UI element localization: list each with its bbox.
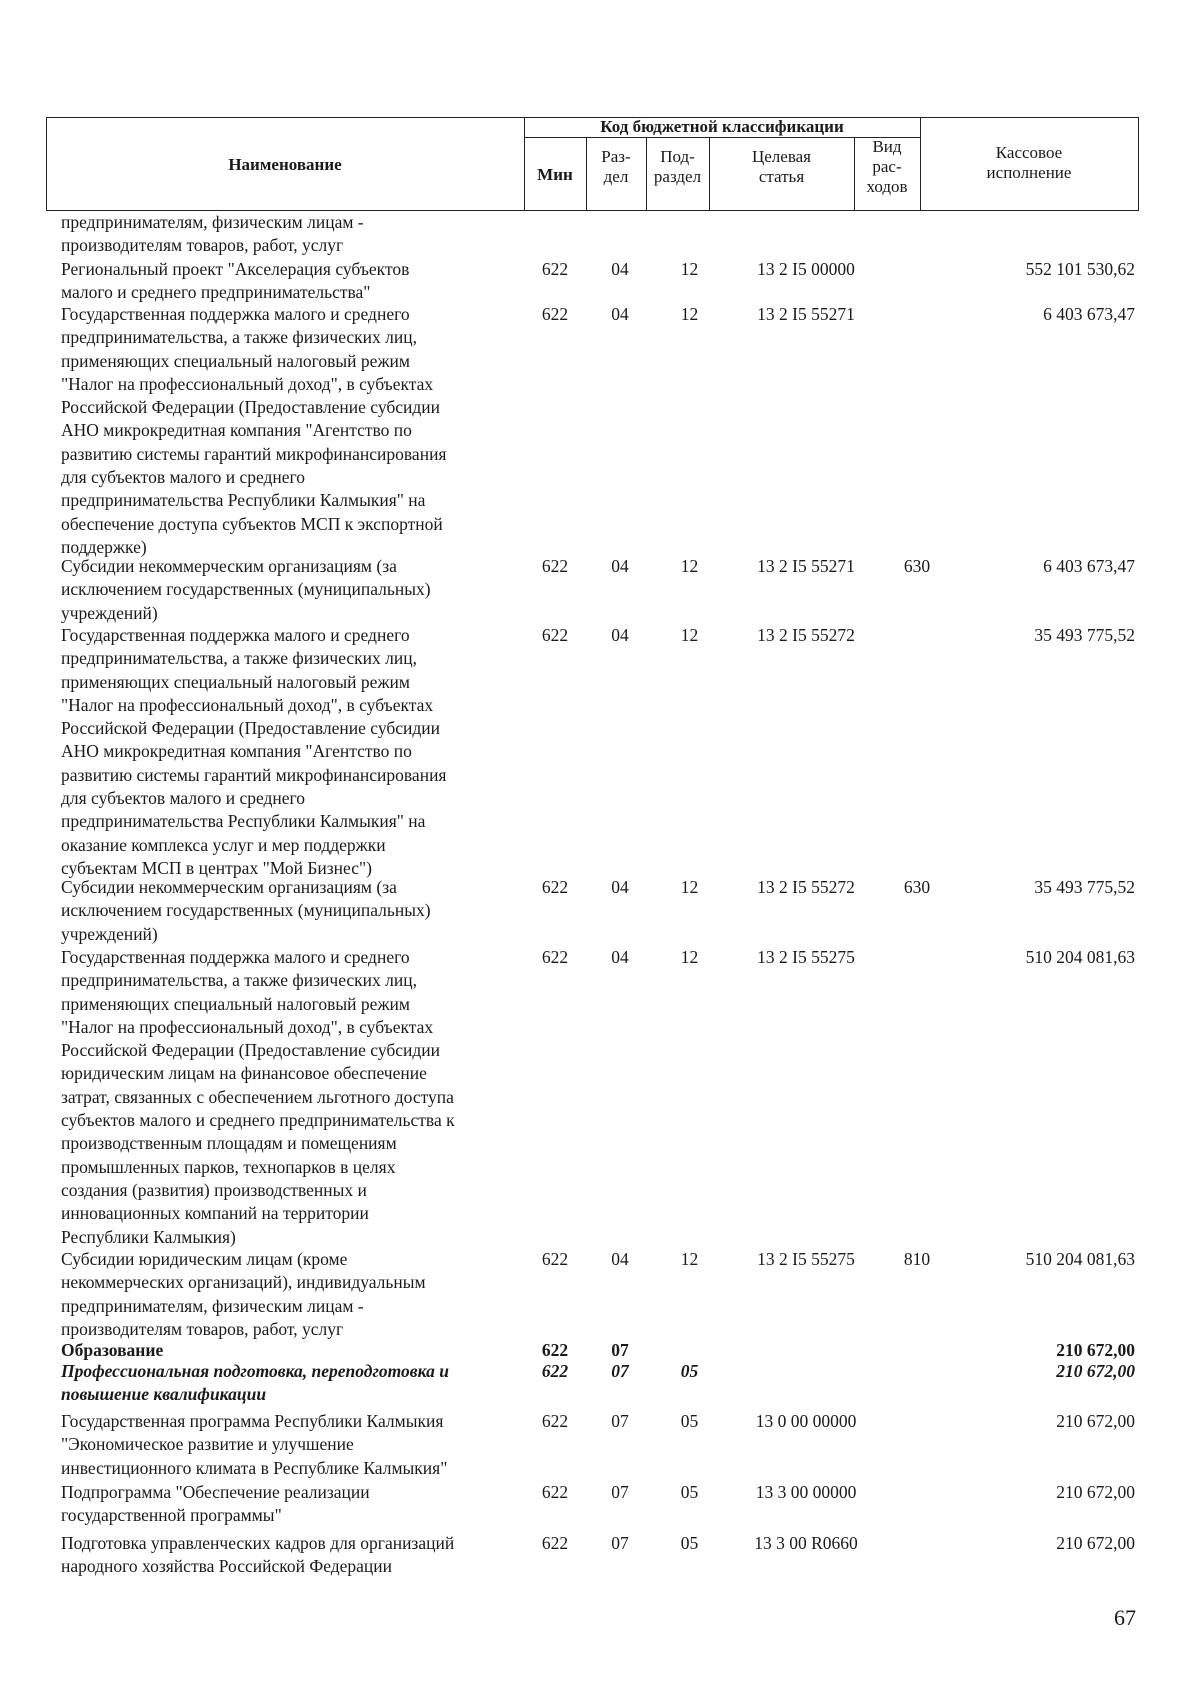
row-name: Профессиональная подготовка, переподготовка и повышение квалификации: [61, 1361, 449, 1405]
row-name: Государственная программа Республики Калмыкия "Экономическое развитие и улучшение инвестиционного климата в Республике Калмыкия": [61, 1411, 448, 1478]
row-podrazdel: 12: [680, 947, 699, 967]
page-number: 67: [1114, 1605, 1136, 1630]
row-name: предпринимателям, физическим лицам - производителям товаров, работ, услуг: [61, 212, 364, 256]
row-razdel: 04: [611, 1249, 629, 1269]
table-header: [46, 117, 1139, 211]
row-razdel: 04: [611, 556, 629, 576]
header-code-group: Код бюджетной классификации: [600, 117, 844, 136]
row-razdel: 07: [611, 1411, 629, 1431]
row-razdel: 04: [611, 947, 629, 967]
row-min: 622: [541, 1411, 569, 1431]
row-min: 622: [541, 259, 569, 279]
row-min: 622: [541, 625, 569, 645]
row-razdel: 07: [611, 1361, 629, 1381]
row-celevaya: 13 3 00 R0660: [754, 1533, 858, 1553]
row-vid: 630: [903, 556, 931, 576]
row-kassa: 510 204 081,63: [1025, 947, 1135, 967]
row-kassa: 6 403 673,47: [1043, 304, 1135, 324]
row-kassa: 210 672,00: [1056, 1533, 1135, 1553]
row-name: Региональный проект "Акселерация субъектов малого и среднего предпринимательства": [61, 259, 410, 303]
row-name: Субсидии некоммерческим организациям (за исключением государственных (муниципальных) учреждений): [61, 556, 431, 623]
header-podrazdel: Под- раздел: [653, 147, 702, 186]
row-min: 622: [541, 1361, 569, 1381]
row-kassa: 35 493 775,52: [1034, 625, 1135, 645]
row-podrazdel: 12: [680, 304, 699, 324]
row-kassa: 210 672,00: [1056, 1340, 1135, 1360]
row-min: 622: [541, 947, 569, 967]
row-min: 622: [541, 877, 569, 897]
row-name: Субсидии некоммерческим организациям (за исключением государственных (муниципальных) учреждений): [61, 877, 431, 944]
row-podrazdel: 05: [680, 1411, 699, 1431]
row-razdel: 04: [611, 304, 629, 324]
header-razdel: Раз- дел: [601, 147, 631, 186]
row-kassa: 510 204 081,63: [1025, 1249, 1135, 1269]
row-vid: 810: [903, 1249, 931, 1269]
row-name: Государственная поддержка малого и среднего предпринимательства, а также физических лиц, применяющих специальный налоговый режим "Налог на профессиональный доход", в субъектах Российской Федерации (Предоставление субсидии юридическим лицам на финансовое обеспечение затрат, связанных с обеспечением льготного доступа субъектов малого и среднего предпринимательства к производственным площадям и помещениям промышленных парков, технопарков в целях создания (развития) производственных и инновационных компаний на территории Республики Калмыкия): [61, 947, 455, 1247]
header-kassa: Кассовое исполнение: [986, 143, 1072, 182]
row-celevaya: 13 2 I5 55275: [757, 947, 855, 967]
row-min: 622: [541, 1533, 569, 1553]
row-podrazdel: 05: [680, 1533, 699, 1553]
header-name: Наименование: [228, 155, 342, 174]
row-celevaya: 13 2 I5 00000: [757, 259, 855, 279]
row-celevaya: 13 2 I5 55272: [757, 625, 855, 645]
row-celevaya: 13 2 I5 55271: [757, 556, 855, 576]
row-min: 622: [541, 1482, 569, 1502]
row-celevaya: 13 0 00 00000: [755, 1411, 857, 1431]
row-min: 622: [541, 556, 569, 576]
row-podrazdel: 12: [680, 556, 699, 576]
header-border-right: [1138, 117, 1139, 211]
row-razdel: 04: [611, 877, 629, 897]
row-celevaya: 13 3 00 00000: [755, 1482, 857, 1502]
header-min: Мин: [537, 165, 573, 184]
row-celevaya: 13 2 I5 55275: [757, 1249, 855, 1269]
row-min: 622: [541, 1340, 569, 1360]
row-kassa: 210 672,00: [1056, 1482, 1135, 1502]
row-kassa: 552 101 530,62: [1025, 259, 1135, 279]
row-celevaya: 13 2 I5 55272: [757, 877, 855, 897]
row-razdel: 07: [611, 1340, 629, 1360]
row-min: 622: [541, 1249, 569, 1269]
row-podrazdel: 12: [680, 259, 699, 279]
row-name: Государственная поддержка малого и среднего предпринимательства, а также физических лиц, применяющих специальный налоговый режим "Налог на профессиональный доход", в субъектах Российской Федерации (Предоставление субсидии АНО микрокредитная компания "Агентство по развитию системы гарантий микрофинансирования для субъектов малого и среднего предпринимательства Республики Калмыкия" на обеспечение доступа субъектов МСП к экспортной поддержке): [61, 304, 447, 557]
row-name: Государственная поддержка малого и среднего предпринимательства, а также физических лиц, применяющих специальный налоговый режим "Налог на профессиональный доход", в субъектах Российской Федерации (Предоставление субсидии АНО микрокредитная компания "Агентство по развитию системы гарантий микрофинансирования для субъектов малого и среднего предпринимательства Республики Калмыкия" на оказание комплекса услуг и мер поддержки субъектам МСП в центрах "Мой Бизнес"): [61, 625, 447, 878]
row-name: Образование: [61, 1340, 164, 1360]
row-kassa: 35 493 775,52: [1034, 877, 1135, 897]
header-vid: Вид рас- ходов: [866, 137, 908, 196]
row-razdel: 07: [611, 1533, 629, 1553]
row-podrazdel: 12: [680, 625, 699, 645]
row-razdel: 07: [611, 1482, 629, 1502]
row-podrazdel: 05: [680, 1482, 699, 1502]
row-kassa: 6 403 673,47: [1043, 556, 1135, 576]
row-vid: 630: [903, 877, 931, 897]
row-podrazdel: 12: [680, 1249, 699, 1269]
row-name: Подпрограмма "Обеспечение реализации государственной программы": [61, 1482, 370, 1526]
row-min: 622: [541, 304, 569, 324]
row-kassa: 210 672,00: [1056, 1361, 1135, 1381]
row-razdel: 04: [611, 259, 629, 279]
row-podrazdel: 05: [680, 1361, 699, 1381]
row-razdel: 04: [611, 625, 629, 645]
row-name: Субсидии юридическим лицам (кроме некоммерческих организаций), индивидуальным предпринимателям, физическим лицам - производителям товаров, работ, услуг: [61, 1249, 426, 1339]
row-podrazdel: 12: [680, 877, 699, 897]
header-celevaya: Целевая статья: [751, 147, 812, 186]
row-kassa: 210 672,00: [1056, 1411, 1135, 1431]
row-name: Подготовка управленческих кадров для организаций народного хозяйства Российской Федерации: [61, 1533, 455, 1577]
row-celevaya: 13 2 I5 55271: [757, 304, 855, 324]
